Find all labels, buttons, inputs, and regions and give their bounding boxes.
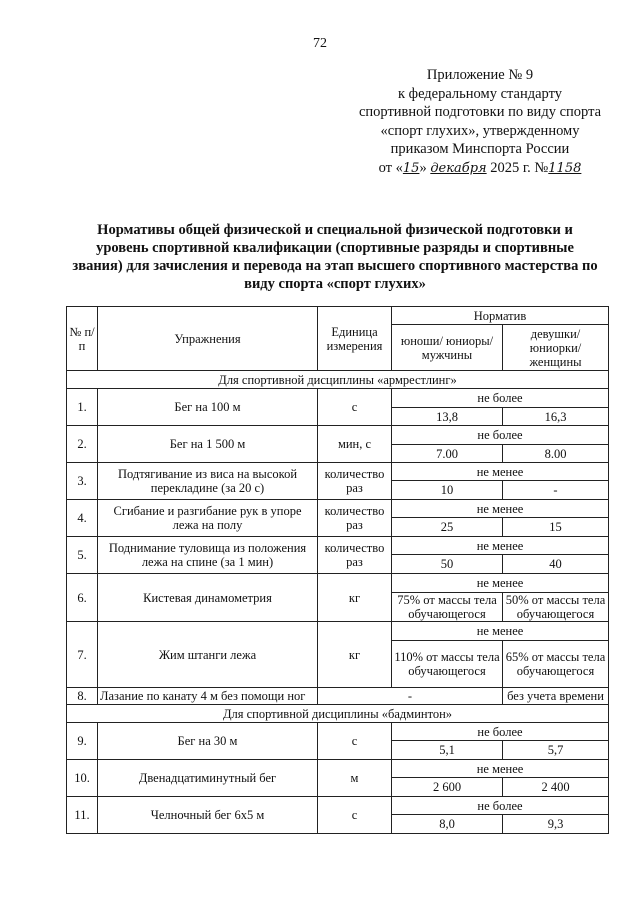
exercise-name: Кистевая динамометрия bbox=[98, 574, 318, 622]
unit: с bbox=[318, 389, 392, 426]
appendix-date-line bbox=[340, 159, 620, 179]
header-female: девушки/ юниорки/ женщины bbox=[503, 325, 609, 371]
norm-qualifier: не менее bbox=[392, 760, 609, 778]
section-row bbox=[67, 705, 609, 723]
document-title: Нормативы общей физической и специальной физической подготовки и уровень спортивной квалификации (спортивные разряды и спортивные звания) для зачисления и перевода на этап высшего спортивного мастерства по виду спорта «спорт глухих» bbox=[72, 222, 598, 292]
norm-qualifier: не более bbox=[392, 797, 609, 815]
table-row bbox=[67, 688, 609, 705]
male-value: 2 600 bbox=[392, 778, 503, 797]
unit: с bbox=[318, 723, 392, 760]
male-value: 5,1 bbox=[392, 741, 503, 760]
appendix-line: Приложение № 9 bbox=[426, 67, 534, 83]
male-value: 75% от массы тела обучающегося bbox=[392, 593, 503, 622]
unit: мин, с bbox=[318, 426, 392, 463]
row-number: 9. bbox=[67, 723, 98, 760]
norm-qualifier: не более bbox=[392, 389, 609, 408]
unit: с bbox=[318, 797, 392, 834]
section-title: Для спортивной дисциплины «армрестлинг» bbox=[67, 371, 609, 389]
exercise-name: Поднимание туловища из положения лежа на спине (за 1 мин) bbox=[98, 537, 318, 574]
norm-qualifier: не менее bbox=[392, 463, 609, 481]
norms-table bbox=[66, 306, 609, 834]
unit: количество раз bbox=[318, 537, 392, 574]
unit: количество раз bbox=[318, 463, 392, 500]
row-number: 1. bbox=[67, 389, 98, 426]
female-value: 2 400 bbox=[503, 778, 609, 797]
female-value: 15 bbox=[503, 518, 609, 537]
exercise-name: Бег на 100 м bbox=[98, 389, 318, 426]
row-number: 2. bbox=[67, 426, 98, 463]
table-row bbox=[67, 622, 609, 641]
female-value: 40 bbox=[503, 555, 609, 574]
norm-qualifier: не более bbox=[392, 426, 609, 445]
row-number: 10. bbox=[67, 760, 98, 797]
male-value: 110% от массы тела обучающегося bbox=[392, 641, 503, 688]
appendix-line: приказом Минспорта России bbox=[390, 141, 570, 157]
female-value: 8.00 bbox=[503, 445, 609, 463]
male-value: 13,8 bbox=[392, 408, 503, 426]
exercise-name: Челночный бег 6x5 м bbox=[98, 797, 318, 834]
male-value: 10 bbox=[392, 481, 503, 500]
exercise-name: Подтягивание из виса на высокой перекладине (за 20 с) bbox=[98, 463, 318, 500]
handwritten-number: 1158 bbox=[548, 160, 582, 176]
unit: количество раз bbox=[318, 500, 392, 537]
exercise-name: Бег на 1 500 м bbox=[98, 426, 318, 463]
exercise-name: Жим штанги лежа bbox=[98, 622, 318, 688]
table-row bbox=[67, 760, 609, 778]
norm-qualifier: не менее bbox=[392, 500, 609, 518]
header-exercise: Упражнения bbox=[98, 307, 318, 371]
appendix-line: «спорт глухих», утвержденному bbox=[380, 122, 580, 139]
appendix-header bbox=[340, 66, 620, 178]
exercise-name: Бег на 30 м bbox=[98, 723, 318, 760]
header-num: № п/п bbox=[67, 307, 98, 371]
female-value: 50% от массы тела обучающегося bbox=[503, 593, 609, 622]
unit: кг bbox=[318, 574, 392, 622]
female-value: 65% от массы тела обучающегося bbox=[503, 641, 609, 688]
page-number: 72 bbox=[313, 36, 327, 51]
exercise-name: Сгибание и разгибание рук в упоре лежа на полу bbox=[98, 500, 318, 537]
norm-qualifier: не менее bbox=[392, 574, 609, 593]
table-row bbox=[67, 500, 609, 518]
section-row bbox=[67, 371, 609, 389]
table-row bbox=[67, 426, 609, 445]
date-prefix: от « bbox=[378, 159, 403, 176]
exercise-name: Лазание по канату 4 м без помощи ног bbox=[98, 688, 318, 705]
norm-qualifier: не менее bbox=[392, 537, 609, 555]
exercise-name: Двенадцатиминутный бег bbox=[98, 760, 318, 797]
unit: кг bbox=[318, 622, 392, 688]
row-number: 11. bbox=[67, 797, 98, 834]
table-row bbox=[67, 797, 609, 815]
date-year: 2025 г. № bbox=[490, 159, 549, 176]
header-unit: Единица измерения bbox=[318, 307, 392, 371]
female-value: 9,3 bbox=[503, 815, 609, 834]
table-row bbox=[67, 537, 609, 555]
handwritten-month: декабря bbox=[430, 160, 487, 176]
section-title: Для спортивной дисциплины «бадминтон» bbox=[67, 705, 609, 723]
norm-qualifier: не более bbox=[392, 723, 609, 741]
female-value: без учета времени bbox=[503, 688, 609, 705]
norm-qualifier: не менее bbox=[392, 622, 609, 641]
row-number: 5. bbox=[67, 537, 98, 574]
table-row bbox=[67, 389, 609, 408]
header-male: юноши/ юниоры/ мужчины bbox=[392, 325, 503, 371]
male-value: 8,0 bbox=[392, 815, 503, 834]
merged-value: - bbox=[318, 688, 503, 705]
male-value: 7.00 bbox=[392, 445, 503, 463]
female-value: 5,7 bbox=[503, 741, 609, 760]
row-number: 8. bbox=[67, 688, 98, 705]
row-number: 6. bbox=[67, 574, 98, 622]
table-row bbox=[67, 463, 609, 481]
female-value: 16,3 bbox=[503, 408, 609, 426]
handwritten-day: 15 bbox=[402, 160, 420, 176]
table-row bbox=[67, 723, 609, 741]
female-value: - bbox=[503, 481, 609, 500]
table-row bbox=[67, 574, 609, 593]
date-mid: » bbox=[419, 159, 427, 176]
appendix-line: к федеральному стандарту bbox=[398, 85, 562, 102]
appendix-line: спортивной подготовки по виду спорта bbox=[358, 104, 602, 120]
row-number: 3. bbox=[67, 463, 98, 500]
male-value: 25 bbox=[392, 518, 503, 537]
male-value: 50 bbox=[392, 555, 503, 574]
header-norm: Норматив bbox=[392, 307, 609, 325]
row-number: 7. bbox=[67, 622, 98, 688]
row-number: 4. bbox=[67, 500, 98, 537]
unit: м bbox=[318, 760, 392, 797]
